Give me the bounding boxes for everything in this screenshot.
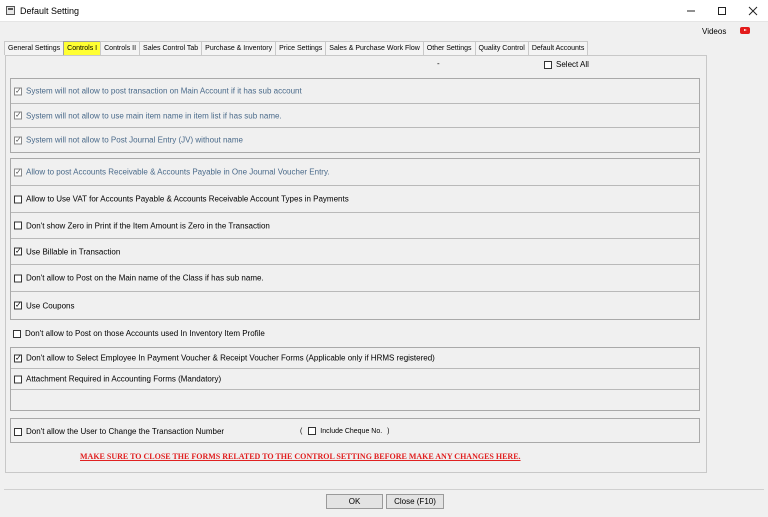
checkbox-box[interactable] xyxy=(14,112,22,120)
checkbox-box[interactable] xyxy=(14,168,22,176)
option-label: System will not allow to post transaction on Main Account if it has sub account xyxy=(26,86,302,96)
group-system-rules xyxy=(10,78,700,153)
option-transaction-number[interactable] xyxy=(14,427,224,436)
tab-other-settings[interactable]: Other Settings xyxy=(423,41,476,55)
checkbox-box[interactable] xyxy=(14,248,22,256)
youtube-icon[interactable] xyxy=(740,27,750,34)
close-window-button[interactable] xyxy=(740,2,766,19)
option-label: Attachment Required in Accounting Forms (Mandatory) xyxy=(26,374,222,384)
option-label: Allow to post Accounts Receivable & Accounts Payable in One Journal Voucher Entry. xyxy=(26,167,330,177)
checkbox-box[interactable] xyxy=(308,427,316,435)
tab-controls-i[interactable]: Controls I xyxy=(63,41,101,55)
include-cheque-option[interactable] xyxy=(300,427,389,435)
title-bar xyxy=(0,0,768,22)
videos-label[interactable]: Videos xyxy=(702,27,727,36)
checkbox-box[interactable] xyxy=(14,375,22,383)
option-label: Don't allow to Post on the Main name of the Class if has sub name. xyxy=(26,273,264,283)
maximize-button[interactable] xyxy=(709,2,735,19)
checkbox-box[interactable] xyxy=(14,222,22,230)
include-cheque-label: Include Cheque No. xyxy=(320,427,383,435)
option-label: Don't allow the User to Change the Transaction Number xyxy=(26,427,225,436)
tab-general-settings[interactable]: General Settings xyxy=(4,41,64,55)
option-label: Allow to Use VAT for Accounts Payable & Accounts Receivable Account Types in Payments xyxy=(26,194,349,204)
option-row[interactable] xyxy=(11,186,699,213)
option-row[interactable] xyxy=(11,239,699,265)
tab-controls-ii[interactable]: Controls II xyxy=(100,41,140,55)
warning-text: MAKE SURE TO CLOSE THE FORMS RELATED TO THE CONTROL SETTING BEFORE MAKE ANY CHANGES HERE. xyxy=(80,452,521,461)
separator-dash: - xyxy=(437,59,440,68)
minimize-button[interactable] xyxy=(678,2,704,19)
tab-quality-control[interactable]: Quality Control xyxy=(475,41,529,55)
paren-open: ( xyxy=(300,427,303,435)
option-row[interactable] xyxy=(11,292,699,319)
tab-purchase-inventory[interactable]: Purchase & Inventory xyxy=(201,41,276,55)
checkbox-box[interactable] xyxy=(544,61,552,69)
option-label: Don't allow to Select Employee In Payment Voucher & Receipt Voucher Forms (Applicable only if HRMS registered) xyxy=(26,353,435,363)
maximize-icon xyxy=(717,6,727,16)
window-title: Default Setting xyxy=(20,6,80,16)
option-label: Use Billable in Transaction xyxy=(26,247,121,256)
group-transaction-rules xyxy=(10,158,700,320)
select-all-label: Select All xyxy=(556,60,589,69)
option-row[interactable] xyxy=(11,213,699,239)
option-row[interactable] xyxy=(11,348,699,369)
select-all-checkbox[interactable] xyxy=(544,60,589,69)
minimize-icon xyxy=(686,6,696,16)
group-voucher-rules xyxy=(10,347,700,411)
option-row[interactable] xyxy=(11,79,699,104)
option-label: System will not allow to use main item name in item list if has sub name. xyxy=(26,111,282,120)
checkbox-box[interactable] xyxy=(14,87,22,95)
bottom-divider xyxy=(4,489,764,490)
checkbox-box[interactable] xyxy=(13,330,21,338)
option-row[interactable] xyxy=(11,128,699,152)
option-row[interactable] xyxy=(11,104,699,128)
checkbox-box[interactable] xyxy=(14,354,22,362)
tab-price-settings[interactable]: Price Settings xyxy=(275,41,326,55)
option-row[interactable] xyxy=(11,369,699,390)
option-label: Don't allow to Post on those Accounts used In Inventory Item Profile xyxy=(25,329,265,338)
tab-sales-control[interactable]: Sales Control Tab xyxy=(139,41,202,55)
close-icon xyxy=(748,6,758,16)
app-icon xyxy=(6,6,15,15)
checkbox-box[interactable] xyxy=(14,195,22,203)
checkbox-box[interactable] xyxy=(14,136,22,144)
option-row[interactable] xyxy=(11,159,699,186)
option-label: Use Coupons xyxy=(26,301,75,310)
tab-sales-purchase-workflow[interactable]: Sales & Purchase Work Flow xyxy=(325,41,424,55)
option-row[interactable] xyxy=(11,265,699,292)
checkbox-box[interactable] xyxy=(14,302,22,310)
ok-button[interactable]: OK xyxy=(326,494,383,509)
tab-strip xyxy=(4,41,587,55)
option-inventory-accounts[interactable] xyxy=(13,329,265,338)
checkbox-box[interactable] xyxy=(14,274,22,282)
option-label: System will not allow to Post Journal Entry (JV) without name xyxy=(26,135,243,145)
checkbox-box[interactable] xyxy=(14,428,22,436)
tab-default-accounts[interactable]: Default Accounts xyxy=(528,41,589,55)
close-button[interactable]: Close (F10) xyxy=(386,494,444,509)
option-label: Don't show Zero in Print if the Item Amount is Zero in the Transaction xyxy=(26,221,270,230)
empty-row xyxy=(11,390,699,410)
paren-close: ) xyxy=(387,427,390,435)
